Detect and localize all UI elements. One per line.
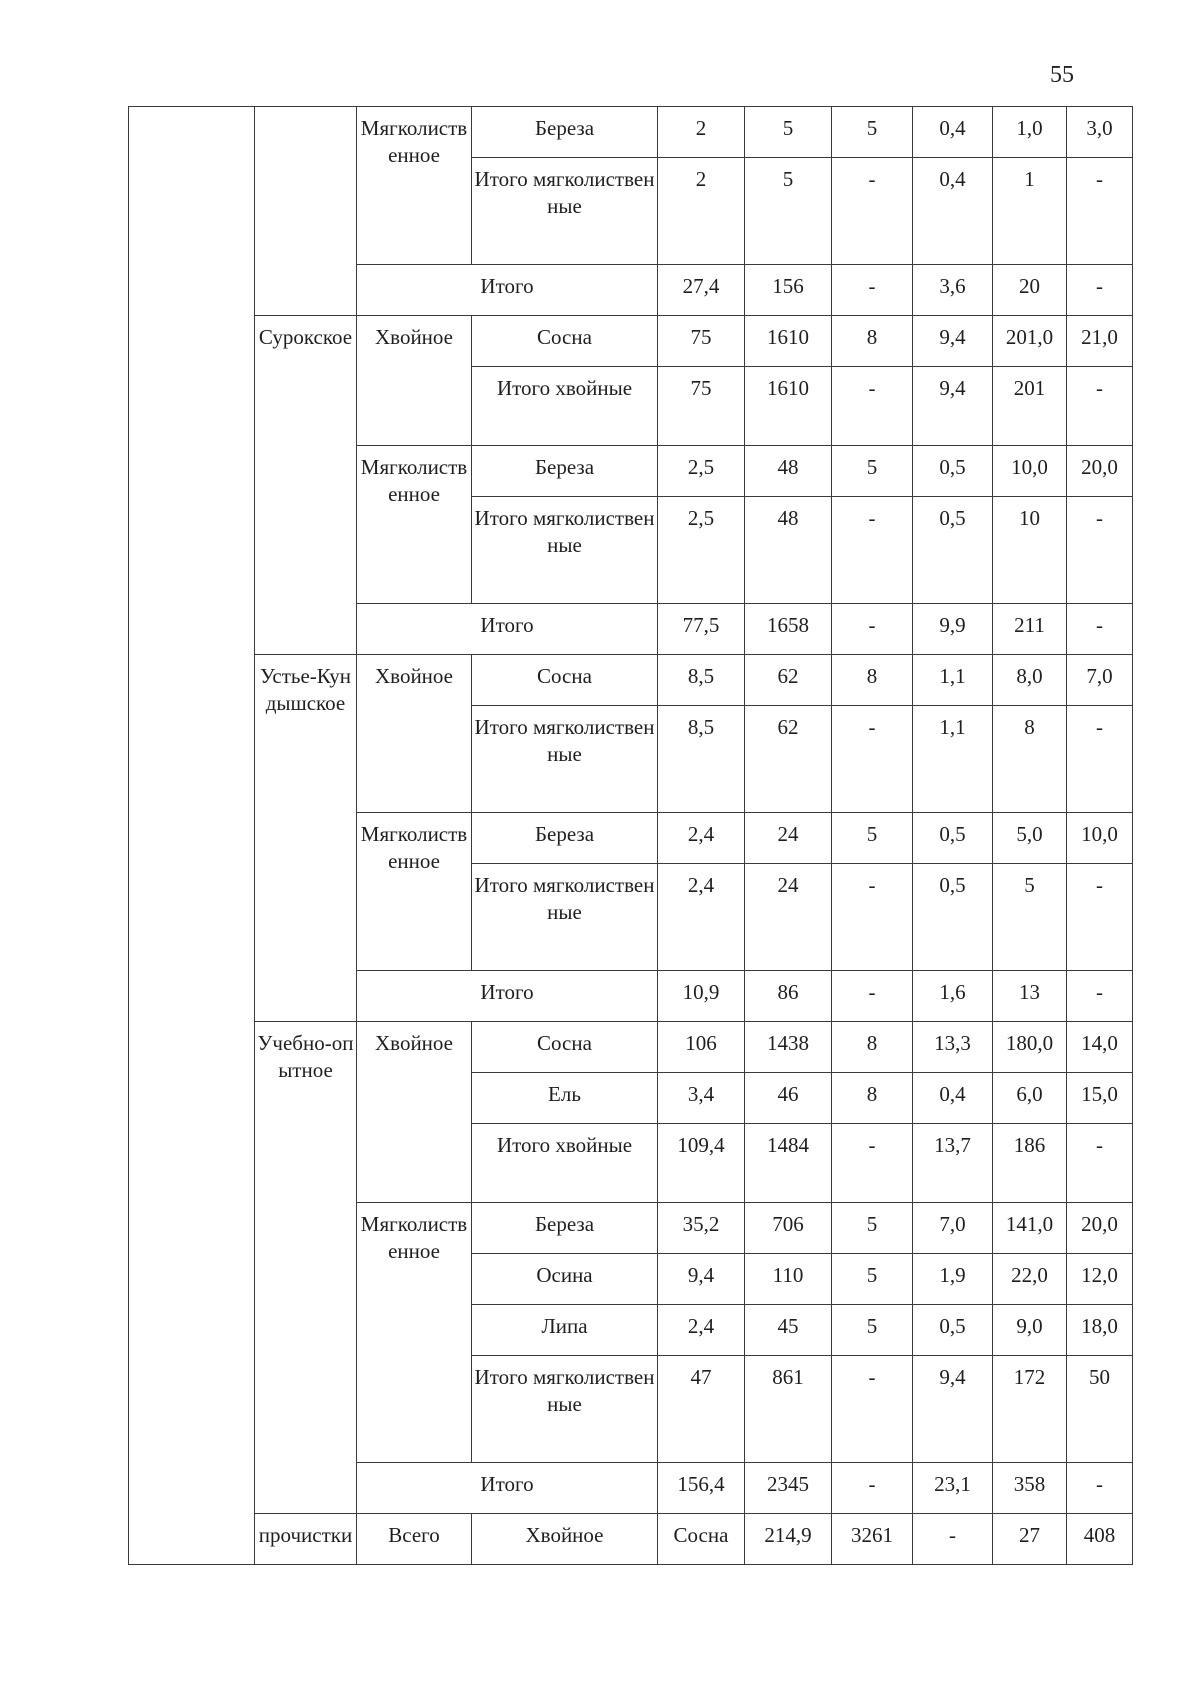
value-cell: 10,9 xyxy=(658,971,745,1022)
value-cell: 0,4 xyxy=(913,1073,993,1124)
value-cell: 77,5 xyxy=(658,604,745,655)
value-cell: 3,0 xyxy=(1067,107,1133,158)
value-cell: 0,5 xyxy=(913,864,993,971)
species-cell: Береза xyxy=(472,446,658,497)
total-label: Итого xyxy=(357,1463,658,1514)
group-cell: Мягколиственное xyxy=(357,813,472,971)
species-cell: Липа xyxy=(472,1305,658,1356)
value-cell: 9,0 xyxy=(993,1305,1067,1356)
value-cell: 24 xyxy=(745,864,832,971)
value-cell: 75 xyxy=(658,367,745,446)
value-cell: 8 xyxy=(832,1073,913,1124)
value-cell: 3261 xyxy=(832,1514,913,1565)
value-cell: 0,5 xyxy=(913,497,993,604)
value-cell: 7,0 xyxy=(913,1203,993,1254)
value-cell: 156,4 xyxy=(658,1463,745,1514)
species-cell: Сосна xyxy=(472,1022,658,1073)
value-cell: 15,0 xyxy=(1067,1073,1133,1124)
value-cell: 62 xyxy=(745,706,832,813)
value-cell: 2,4 xyxy=(658,1305,745,1356)
value-cell: 2,5 xyxy=(658,446,745,497)
value-cell: 5 xyxy=(832,1305,913,1356)
total-label: Итого xyxy=(357,971,658,1022)
table-row xyxy=(129,655,1133,706)
value-cell: 9,4 xyxy=(913,367,993,446)
value-cell: 50 xyxy=(1067,1356,1133,1463)
category-cell-blank xyxy=(129,107,255,1565)
value-cell: 27 xyxy=(993,1514,1067,1565)
value-cell: 2 xyxy=(658,107,745,158)
value-cell: 211 xyxy=(993,604,1067,655)
value-cell: 1,1 xyxy=(913,655,993,706)
grand-total-row xyxy=(129,1514,1133,1565)
value-cell: 156 xyxy=(745,265,832,316)
value-cell: 1610 xyxy=(745,367,832,446)
value-cell: 5 xyxy=(832,107,913,158)
total-label: Итого xyxy=(357,265,658,316)
value-cell: 18,0 xyxy=(1067,1305,1133,1356)
value-cell: 1610 xyxy=(745,316,832,367)
value-cell: 109,4 xyxy=(658,1124,745,1203)
value-cell: 24 xyxy=(745,813,832,864)
value-cell: - xyxy=(832,971,913,1022)
value-cell: 27,4 xyxy=(658,265,745,316)
value-cell: 48 xyxy=(745,446,832,497)
value-cell: 9,4 xyxy=(913,316,993,367)
value-cell: 8,5 xyxy=(658,655,745,706)
table-row xyxy=(129,107,1133,158)
species-cell: Осина xyxy=(472,1254,658,1305)
value-cell: - xyxy=(1067,864,1133,971)
value-cell: 46 xyxy=(745,1073,832,1124)
value-cell: 10,0 xyxy=(1067,813,1133,864)
value-cell: - xyxy=(832,1463,913,1514)
value-cell: 9,9 xyxy=(913,604,993,655)
table-row xyxy=(129,316,1133,367)
value-cell: - xyxy=(1067,265,1133,316)
value-cell: 0,4 xyxy=(913,158,993,265)
value-cell: 5 xyxy=(832,1203,913,1254)
value-cell: 8 xyxy=(832,655,913,706)
value-cell: 358 xyxy=(993,1463,1067,1514)
value-cell: 5 xyxy=(745,158,832,265)
value-cell: 0,5 xyxy=(913,813,993,864)
value-cell: - xyxy=(832,1124,913,1203)
value-cell: 5,0 xyxy=(993,813,1067,864)
value-cell: 62 xyxy=(745,655,832,706)
species-cell: Итого мягколиственные xyxy=(472,1356,658,1463)
value-cell: 86 xyxy=(745,971,832,1022)
value-cell: - xyxy=(832,1356,913,1463)
species-cell: Ель xyxy=(472,1073,658,1124)
value-cell: 8,0 xyxy=(993,655,1067,706)
value-cell: 0,4 xyxy=(913,107,993,158)
value-cell: 13,3 xyxy=(913,1022,993,1073)
value-cell: - xyxy=(1067,1463,1133,1514)
value-cell: 20,0 xyxy=(1067,1203,1133,1254)
value-cell: 13 xyxy=(993,971,1067,1022)
value-cell: 10 xyxy=(993,497,1067,604)
value-cell: 2,4 xyxy=(658,864,745,971)
value-cell: 5 xyxy=(832,813,913,864)
value-cell: 47 xyxy=(658,1356,745,1463)
forestry-name: Устье-Кундышское xyxy=(255,655,357,1022)
forest-thinning-table xyxy=(128,106,1133,1565)
group-cell: Хвойное xyxy=(357,1022,472,1203)
value-cell: 6,0 xyxy=(993,1073,1067,1124)
total-label: Итого xyxy=(357,604,658,655)
value-cell: 201,0 xyxy=(993,316,1067,367)
value-cell: - xyxy=(1067,604,1133,655)
value-cell: 8,5 xyxy=(658,706,745,813)
value-cell: 21,0 xyxy=(1067,316,1133,367)
value-cell: - xyxy=(832,604,913,655)
value-cell: 1,6 xyxy=(913,971,993,1022)
value-cell: 2345 xyxy=(745,1463,832,1514)
species-cell: Итого мягколиственные xyxy=(472,706,658,813)
value-cell: 48 xyxy=(745,497,832,604)
value-cell: 45 xyxy=(745,1305,832,1356)
value-cell: 2 xyxy=(658,158,745,265)
value-cell: 20 xyxy=(993,265,1067,316)
species-cell: Береза xyxy=(472,813,658,864)
species-cell: Береза xyxy=(472,1203,658,1254)
value-cell: 110 xyxy=(745,1254,832,1305)
value-cell: 186 xyxy=(993,1124,1067,1203)
value-cell: 1 xyxy=(993,158,1067,265)
value-cell: - xyxy=(832,265,913,316)
value-cell: 214,9 xyxy=(745,1514,832,1565)
page-number: 55 xyxy=(1050,62,1074,88)
value-cell: 0,5 xyxy=(913,1305,993,1356)
value-cell: 106 xyxy=(658,1022,745,1073)
table-row xyxy=(129,1022,1133,1073)
group-cell: Мягколиственное xyxy=(357,107,472,265)
forestry-name: Сурокское xyxy=(255,316,357,655)
value-cell: - xyxy=(832,864,913,971)
value-cell: - xyxy=(832,367,913,446)
value-cell: 861 xyxy=(745,1356,832,1463)
value-cell: 23,1 xyxy=(913,1463,993,1514)
value-cell: 9,4 xyxy=(913,1356,993,1463)
value-cell: 20,0 xyxy=(1067,446,1133,497)
value-cell: 9,4 xyxy=(658,1254,745,1305)
species-cell: Береза xyxy=(472,107,658,158)
value-cell: 706 xyxy=(745,1203,832,1254)
value-cell: 1,9 xyxy=(913,1254,993,1305)
value-cell: 1,0 xyxy=(993,107,1067,158)
species-cell: Итого хвойные xyxy=(472,367,658,446)
value-cell: 5 xyxy=(832,1254,913,1305)
value-cell: - xyxy=(1067,706,1133,813)
value-cell: - xyxy=(832,158,913,265)
value-cell: 5 xyxy=(832,446,913,497)
value-cell: 1,1 xyxy=(913,706,993,813)
group-cell: Мягколиственное xyxy=(357,1203,472,1463)
value-cell: - xyxy=(1067,497,1133,604)
value-cell: - xyxy=(832,497,913,604)
value-cell: 8 xyxy=(993,706,1067,813)
value-cell: 8 xyxy=(832,316,913,367)
value-cell: 22,0 xyxy=(993,1254,1067,1305)
value-cell: 1438 xyxy=(745,1022,832,1073)
value-cell: 14,0 xyxy=(1067,1022,1133,1073)
value-cell: 3,4 xyxy=(658,1073,745,1124)
group-cell: Хвойное xyxy=(357,655,472,813)
value-cell: - xyxy=(832,706,913,813)
forestry-cell-blank xyxy=(255,107,357,316)
value-cell: 75 xyxy=(658,316,745,367)
category-cell: прочистки xyxy=(255,1514,357,1565)
species-cell: Сосна xyxy=(472,316,658,367)
value-cell: 0,5 xyxy=(913,446,993,497)
forestry-name: Учебно-опытное xyxy=(255,1022,357,1514)
value-cell: 201 xyxy=(993,367,1067,446)
value-cell: 2,5 xyxy=(658,497,745,604)
value-cell: 1484 xyxy=(745,1124,832,1203)
species-cell: Итого мягколиственные xyxy=(472,864,658,971)
value-cell: 12,0 xyxy=(1067,1254,1133,1305)
value-cell: 172 xyxy=(993,1356,1067,1463)
value-cell: - xyxy=(1067,971,1133,1022)
value-cell: 3,6 xyxy=(913,265,993,316)
value-cell: 10,0 xyxy=(993,446,1067,497)
species-cell: Итого хвойные xyxy=(472,1124,658,1203)
value-cell: 5 xyxy=(745,107,832,158)
species-cell: Итого мягколиственные xyxy=(472,497,658,604)
group-cell: Хвойное xyxy=(472,1514,658,1565)
value-cell: 5 xyxy=(993,864,1067,971)
value-cell: 180,0 xyxy=(993,1022,1067,1073)
value-cell: 141,0 xyxy=(993,1203,1067,1254)
value-cell: 8 xyxy=(832,1022,913,1073)
value-cell: 7,0 xyxy=(1067,655,1133,706)
group-cell: Мягколиственное xyxy=(357,446,472,604)
species-cell: Итого мягколиственные xyxy=(472,158,658,265)
value-cell: 35,2 xyxy=(658,1203,745,1254)
forestry-name: Всего xyxy=(357,1514,472,1565)
species-cell: Сосна xyxy=(472,655,658,706)
value-cell: 13,7 xyxy=(913,1124,993,1203)
value-cell: - xyxy=(913,1514,993,1565)
value-cell: 2,4 xyxy=(658,813,745,864)
group-cell: Хвойное xyxy=(357,316,472,446)
value-cell: 408 xyxy=(1067,1514,1133,1565)
value-cell: - xyxy=(1067,1124,1133,1203)
species-cell: Сосна xyxy=(658,1514,745,1565)
value-cell: 1658 xyxy=(745,604,832,655)
value-cell: - xyxy=(1067,158,1133,265)
value-cell: - xyxy=(1067,367,1133,446)
